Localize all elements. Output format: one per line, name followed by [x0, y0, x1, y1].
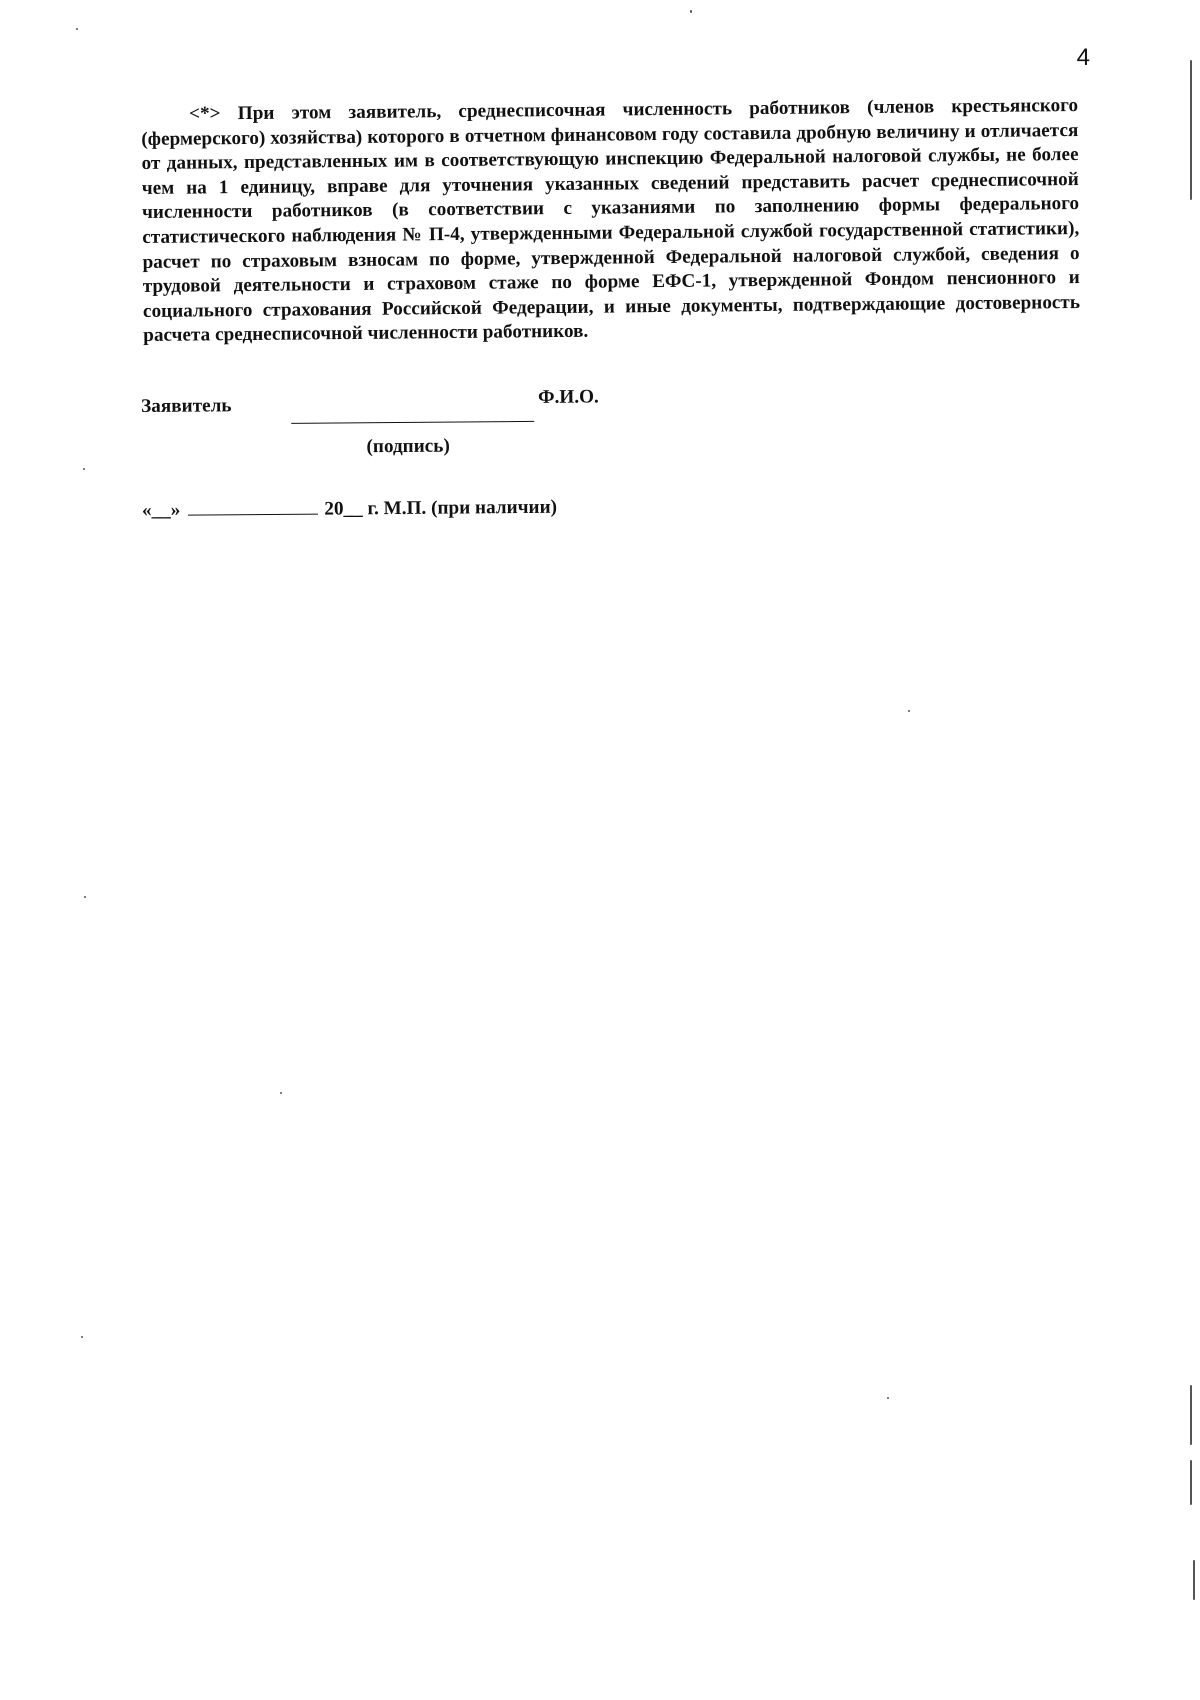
scan-edge-mark: [1190, 1385, 1192, 1445]
scan-edge-mark: [1193, 1560, 1195, 1600]
signature-caption: (подпись): [366, 435, 450, 458]
fio-label: Ф.И.О.: [537, 386, 599, 408]
scan-speck: [76, 28, 78, 30]
scan-speck: [908, 710, 910, 712]
scan-edge-mark: [1190, 1460, 1192, 1505]
date-month-blank: [188, 514, 318, 516]
date-line: [142, 497, 557, 522]
date-year-and-seal: 20__ г. М.П. (при наличии): [324, 496, 558, 520]
applicant-label: Заявитель: [141, 395, 232, 417]
scan-speck: [280, 1092, 282, 1094]
page-number: 4: [1076, 44, 1090, 71]
scan-speck: [887, 1397, 889, 1399]
footnote-paragraph: <*> При этом заявитель, среднесписочная численность работников (членов крестьянского (фермерского) хозяйства) которого в отчетном финансовом году составила дробную величину и отличается от данных, представленных им в соответствующую инспекцию Федеральной налоговой службы, не более чем на 1 единицу, вправе для уточнения указанных сведений представить расчет среднесписочной численности работников (в соответствии с указаниями по заполнению формы федерального статистического наблюдения № П-4, утвержденными Федеральной службой государственной статистики), расчет по страховым взносам по форме, утвержденной Федеральной налоговой службой, сведения о трудовой деятельности и страховом стаже по форме ЕФС-1, утвержденной Фондом пенсионного и социального страхования Российской Федерации, и иные документы, подтверждающие достоверность расчета среднесписочной численности работников.: [141, 95, 1081, 347]
scan-edge-mark: [1190, 60, 1192, 200]
scan-speck: [81, 1336, 83, 1338]
scan-speck: [83, 468, 85, 470]
date-day-placeholder: «__»: [141, 499, 181, 521]
signature-block: [141, 385, 742, 540]
signature-line: [291, 421, 534, 424]
scan-speck: [84, 896, 86, 898]
scan-speck: [690, 10, 692, 13]
